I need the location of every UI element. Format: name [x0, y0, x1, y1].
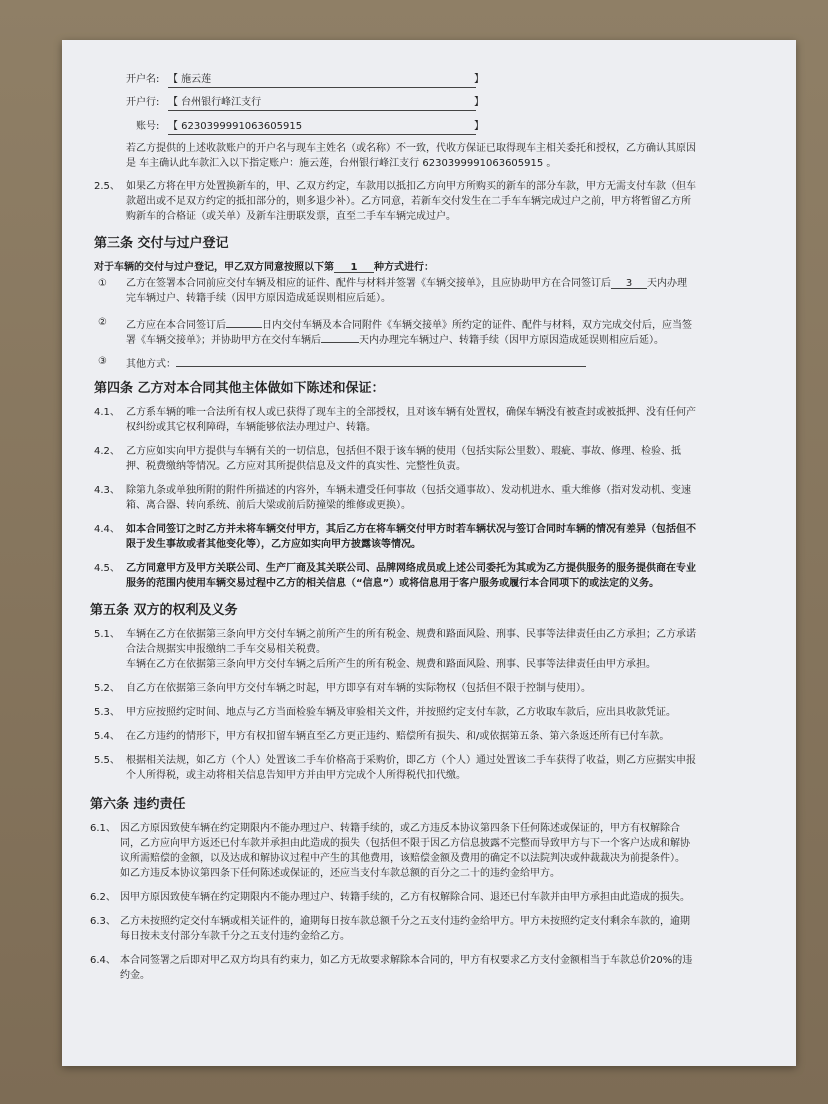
article-3-intro: 对于车辆的交付与过户登记，甲乙双方同意按照以下第 1 种方式进行：: [94, 262, 434, 273]
account-note-line: 若乙方提供的上述收款账户的开户名与现车主姓名（或名称）不一致，代收方保证已取得现车主相关委托和授权，乙方确认其原因: [126, 143, 696, 154]
clause-line: 根据相关法规，如乙方（个人）处置该二手车价格高于采购价，即乙方（个人）通过处置该二手车获得了收益，则乙方应据实申报: [126, 755, 696, 766]
option-3-line: 其他方式：: [126, 355, 586, 372]
article-5-title: 第五条 双方的权利及义务: [90, 603, 238, 618]
clause-line: 自乙方在依据第三条向甲方交付车辆之时起，甲方即享有对车辆的实际物权（包括但不限于控制与使用）。: [126, 683, 591, 694]
clause-line: 车辆在乙方在依据第三条向甲方交付车辆之后所产生的所有税金、规费和路面风险、刑事、民事等法律责任由甲方承担。: [126, 659, 656, 670]
clause-line: 押、税费缴纳等情况。乙方应对其所提供信息及文件的真实性、完整性负责。: [126, 461, 466, 472]
clause-line: 权纠纷或其它权利障碍，车辆能够依法办理过户、转籍。: [126, 422, 376, 433]
clause-line: 因乙方原因致使车辆在约定期限内不能办理过户、转籍手续的，或乙方违反本协议第四条下任何陈述或保证的，甲方有权解除合: [120, 823, 680, 834]
option-3-marker: ③: [98, 356, 107, 367]
option-2-line: 乙方应在本合同签订后 日内交付车辆及本合同附件《车辆交接单》所约定的证件、配件与材料，双方完成交付后，应当签: [126, 316, 692, 333]
clause-line: 在乙方违约的情形下，甲方有权扣留车辆直至乙方更正违约、赔偿所有损失、和/或依据第五条、第六条返还所有已付车款。: [126, 731, 670, 742]
clause-line: 箱、离合器、转向系统、前后大梁或前后防撞梁的维修或更换）。: [126, 500, 411, 511]
clause-number: 6.4、: [90, 955, 116, 966]
clause-line: 限于发生事故或者其他变化等），乙方应如实向甲方披露该等情况。: [126, 539, 421, 550]
account-name-field: 【 施云莲: [168, 73, 476, 88]
clause-number: 6.1、: [90, 823, 116, 834]
account-no-label: 账号:: [136, 121, 160, 132]
account-bank-label: 开户行:: [126, 97, 160, 108]
clause-number: 6.3、: [90, 916, 116, 927]
clause-number: 5.1、: [94, 629, 120, 640]
clause-line: 如乙方违反本协议第四条下任何陈述或保证的，还应当支付车款总额的百分之二十的违约金给甲方。: [120, 868, 560, 879]
clause-number: 2.5、: [94, 181, 120, 192]
account-bank-field: 【 台州银行峰江支行: [168, 96, 476, 111]
clause-line: 议所需赔偿的金额，以及达成和解协议过程中产生的其他费用，该赔偿金额及费用的确定不以法院判决或仲裁裁决为前提条件）。: [120, 853, 685, 864]
account-no-field: 【 6230399991063605915: [168, 120, 476, 135]
clause-line: 购新车的合格证（或关单）及新车注册联发票，直至二手车车辆完成过户。: [126, 211, 456, 222]
blank-field: [226, 316, 262, 328]
account-name-label: 开户名:: [126, 74, 160, 85]
clause-line: 如果乙方将在甲方处置换新车的，甲、乙双方约定，车款用以抵扣乙方向甲方所购买的新车的部分车款，甲方无需支付车款（但车: [126, 181, 696, 192]
clause-line: 约金。: [120, 970, 150, 981]
article-3-title: 第三条 交付与过户登记: [94, 236, 229, 251]
clause-line: 服务的范围内使用车辆交易过程中乙方的相关信息（“信息”）或将信息用于客户服务或履行本合同项下的或法定的义务。: [126, 578, 660, 589]
option-1-line: 完车辆过户、转籍手续（因甲方原因造成延误则相应后延）。: [126, 293, 391, 304]
clause-line: 乙方系车辆的唯一合法所有权人或已获得了现车主的全部授权，且对该车辆有处置权，确保车辆没有被查封或被抵押、没有任何产: [126, 407, 696, 418]
article-6-title: 第六条 违约责任: [90, 797, 186, 812]
clause-line: 合法合规据实申报缴纳二手车交易相关税费。: [126, 644, 326, 655]
option-1-marker: ①: [98, 278, 107, 289]
bracket-close: 】: [474, 97, 484, 108]
clause-line: 款超出或不足双方约定的抵扣部分的，则多退少补）。乙方同意，若新车交付发生在二手车车辆完成过户之前，甲方将暂留乙方所: [126, 196, 691, 207]
clause-number: 4.4、: [94, 524, 120, 535]
transfer-days-value: 3: [611, 277, 647, 289]
delivery-method-number: 1: [334, 261, 374, 273]
clause-number: 5.2、: [94, 683, 120, 694]
clause-number: 4.3、: [94, 485, 120, 496]
clause-line: 乙方应如实向甲方提供与车辆有关的一切信息，包括但不限于该车辆的使用（包括实际公里数）、瑕疵、事故、修理、检验、抵: [126, 446, 681, 457]
clause-number: 5.5、: [94, 755, 120, 766]
clause-number: 4.2、: [94, 446, 120, 457]
clause-line: 乙方同意甲方及甲方关联公司、生产厂商及其关联公司、品牌网络成员或上述公司委托为其或为乙方提供服务的服务提供商在专业: [126, 563, 696, 574]
bracket-close: 】: [474, 74, 484, 85]
clause-line: 本合同签署之后即对甲乙双方均具有约束力，如乙方无故要求解除本合同的，甲方有权要求乙方支付金额相当于车款总价20%的违: [120, 955, 693, 966]
clause-line: 车辆在乙方在依据第三条向甲方交付车辆之前所产生的所有税金、规费和路面风险、刑事、民事等法律责任由乙方承担；乙方承诺: [126, 629, 696, 640]
clause-line: 甲方应按照约定时间、地点与乙方当面检验车辆及审验相关文件，并按照约定支付车款，乙方收取车款后，应出具收款凭证。: [126, 707, 676, 718]
clause-number: 4.5、: [94, 563, 120, 574]
article-4-title: 第四条 乙方对本合同其他主体做如下陈述和保证：: [94, 381, 385, 396]
clause-line: 每日按未支付部分车款千分之五支付违约金给乙方。: [120, 931, 350, 942]
blank-field: [176, 355, 586, 367]
clause-number: 5.4、: [94, 731, 120, 742]
account-note-line: 是 车主确认此车款汇入以下指定账户：施云莲，台州银行峰江支行 6230399991063605915 。: [126, 158, 557, 169]
clause-number: 6.2、: [90, 892, 116, 903]
blank-field: [321, 331, 359, 343]
option-2-line: 署《车辆交接单》；并协助甲方在交付车辆后 天内办理完车辆过户、转籍手续（因甲方原因造成延误则相应后延）。: [126, 331, 664, 348]
option-1-line: 乙方在签署本合同前应交付车辆及相应的证件、配件与材料并签署《车辆交接单》，且应协助甲方在合同签订后 3 天内办理: [126, 278, 687, 289]
bracket-close: 】: [474, 121, 484, 132]
clause-number: 5.3、: [94, 707, 120, 718]
clause-line: 同，乙方应向甲方返还已付车款并承担由此造成的损失（包括但不限于因乙方信息披露不完整而导致甲方与下一个客户达成和解协: [120, 838, 690, 849]
clause-line: 乙方未按照约定交付车辆或相关证件的，逾期每日按车款总额千分之五支付违约金给甲方。甲方未按照约定支付剩余车款的，逾期: [120, 916, 690, 927]
contract-page: [62, 40, 796, 1066]
clause-number: 4.1、: [94, 407, 120, 418]
clause-line: 如本合同签订之时乙方并未将车辆交付甲方，其后乙方在将车辆交付甲方时若车辆状况与签订合同时车辆的情况有差异（包括但不: [126, 524, 696, 535]
clause-line: 个人所得税，或主动将相关信息告知甲方并由甲方完成个人所得税代扣代缴。: [126, 770, 466, 781]
clause-line: 除第九条或单独所附的附件所描述的内容外，车辆未遭受任何事故（包括交通事故）、发动机进水、重大维修（指对发动机、变速: [126, 485, 691, 496]
option-2-marker: ②: [98, 317, 107, 328]
clause-line: 因甲方原因致使车辆在约定期限内不能办理过户、转籍手续的，乙方有权解除合同、退还已付车款并由甲方承担由此造成的损失。: [120, 892, 690, 903]
